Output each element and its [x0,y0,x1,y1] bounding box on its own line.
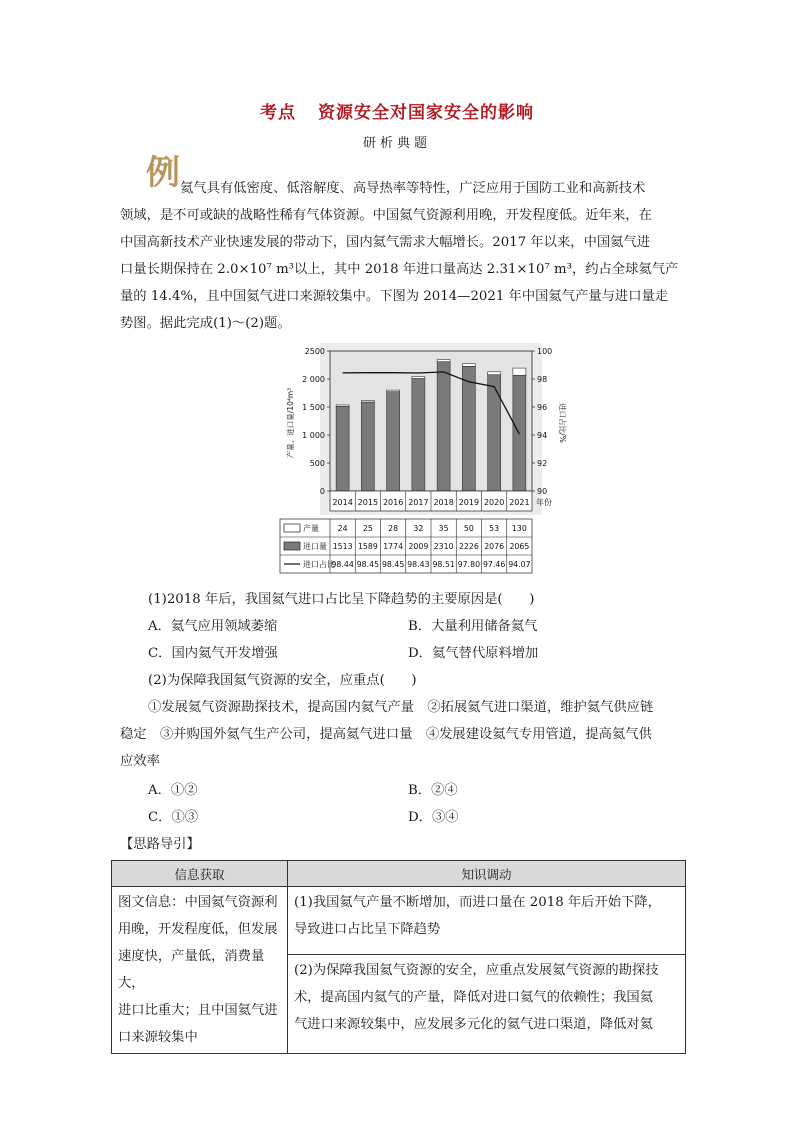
production-bar [513,368,526,375]
intro-line-5: 量的 14.4%，且中国氦气进口来源较集中。下图为 2014—2021 年中国氦气产量与进口量走 [120,289,669,304]
data-table-value: 1513 [332,542,353,551]
q2-line-3: 应效率 [120,754,160,769]
intro-line-6: 势图。据此完成(1)～(2)题。 [120,316,291,331]
data-table-value: 25 [362,524,373,533]
data-table-value: 35 [438,524,449,533]
x-tick-label: 2018 [433,498,454,507]
import-bar [462,366,475,491]
data-table-value: 94.07 [508,560,531,569]
guide-k2-line-3: 气进口来源较集中，应发展多元化的氦气进口渠道，降低对氦 [294,1016,654,1032]
intro-line-1: 氦气具有低密度、低溶解度、高导热率等特性，广泛应用于国防工业和高新技术 [180,181,646,196]
data-table-value: 28 [388,524,399,533]
data-table-value: 2310 [433,542,454,551]
production-bar [488,372,501,375]
x-tick-label: 2020 [483,498,505,507]
guide-k1-line-1: (1)我国氦气产量不断增加，而进口量在 2018 年后开始下降， [294,895,661,910]
q1-option-c: C．国内氦气开发增强 [148,646,278,661]
intro-line-4: 口量长期保持在 2.0×10⁷ m³以上，其中 2018 年进口量高达 2.31×10⁷ m³，约占全球氦气产 [120,262,679,277]
right-tick-label: 94 [537,431,548,440]
right-tick-label: 92 [537,459,548,468]
legend-label: 产量 [303,524,319,533]
data-table-value: 1589 [357,542,378,551]
production-bar [336,405,349,406]
x-tick-label: 2015 [357,498,379,507]
legend-import-swatch [284,542,300,550]
data-table-value: 2065 [509,542,530,551]
import-bar [412,378,425,491]
guide-k2-line-2: 术，提高国内氦气的产量，降低对进口氦气的依赖性；我国氦 [294,989,654,1005]
data-table-value: 32 [413,524,424,533]
header-info: 信息获取 [112,861,288,887]
x-tick-label: 2021 [509,498,530,507]
intro-line-2: 领域，是不可或缺的战略性稀有气体资源。中国氦气资源利用晚，开发程度低。近年来，在 [120,208,652,223]
intro-line-3: 中国高新技术产业快速发展的带动下，国内氦气需求大幅增长。2017 年以来，中国氦气进 [120,235,651,250]
data-table-value: 1774 [383,542,404,551]
legend-label: 进口量 [303,542,327,551]
q1-option-a: A．氦气应用领域萎缩 [148,619,278,634]
x-tick-label: 2014 [332,498,353,507]
production-bar [361,401,374,402]
q2-option-a: A．①② [148,783,198,798]
data-table-value: 2076 [484,542,505,551]
guide-k2-line-1: (2)为保障我国氦气资源的安全，应重点发展氦气资源的勘探技 [294,962,659,978]
legend-label: 进口占比 [303,560,335,569]
q2-option-c: C．①③ [148,810,199,825]
section-title-text: 资源安全对国家安全的影响 [318,103,534,123]
data-table-value: 98.44 [331,560,354,569]
data-table-value: 130 [511,524,527,533]
data-table-value: 98.51 [432,560,455,569]
data-table-value: 50 [463,524,474,533]
section-title [0,98,794,123]
data-table-value: 97.80 [457,560,481,569]
section-title-label: 考点 [260,103,296,123]
right-tick-label: 98 [537,375,548,384]
data-table-value: 98.45 [356,560,380,569]
right-tick-label: 90 [537,487,548,496]
guide-knowledge-1 [288,887,686,955]
q1-stem: (1)2018 年后，我国氦气进口占比呈下降趋势的主要原因是( ) [148,592,535,607]
import-bar [488,375,501,491]
x-axis-unit: 年份 [536,498,552,507]
q2-stem: (2)为保障我国氦气资源的安全，应重点( ) [148,673,417,688]
left-tick-label: 2500 [304,347,325,356]
data-table-value: 98.43 [407,560,430,569]
left-tick-label: 2 000 [302,375,325,384]
data-table-value: 98.45 [381,560,405,569]
guide-info-line-1: 图文信息：中国氦气资源利 [118,895,278,910]
import-bar [387,392,400,491]
q2-option-d: D．③④ [408,810,459,825]
guide-table-header [112,861,686,887]
helium-chart-svg [256,339,576,579]
guide-info-line-5: 口来源较集中 [118,1030,198,1045]
left-tick-label: 1 000 [302,431,325,440]
x-tick-label: 2019 [458,498,480,507]
guide-heading: 【思路导引】 [120,837,200,852]
guide-info-line-2: 用晚，开发程度低，但发展 [118,922,278,937]
right-tick-label: 96 [537,403,548,412]
section-subtitle: 研析典题 [362,136,431,151]
import-bar [336,406,349,491]
data-table-value: 97.46 [482,560,506,569]
q2-option-b: B．②④ [408,783,458,798]
header-knowledge: 知识调动 [288,861,686,887]
data-table-value: 2226 [458,542,479,551]
guide-knowledge-2 [288,954,686,1053]
data-table-value: 53 [489,524,500,533]
x-tick-label: 2016 [382,498,404,507]
right-tick-label: 100 [537,347,553,356]
left-tick-label: 500 [309,459,325,468]
data-table-value: 24 [337,524,348,533]
example-mark: 例 [146,153,180,193]
production-bar [462,364,475,367]
x-tick-label: 2017 [408,498,429,507]
q1-option-d: D．氦气替代原料增加 [408,646,539,661]
import-bar [437,362,450,491]
guide-info-line-4: 进口比重大；且中国氦气进 [118,1003,278,1018]
right-axis-label: 进口占比/% [558,403,567,443]
q2-line-1: ①发展氦气资源勘探技术，提高国内氦气产量 ②拓展氦气进口渠道，维护氦气供应链 [148,700,654,715]
production-bar [437,360,450,362]
guide-info-line-3: 速度快，产量低，消费量大， [118,949,265,991]
production-bar [412,377,425,379]
import-bar [361,402,374,491]
production-bar [387,390,400,392]
left-tick-label: 1 500 [302,403,325,412]
guide-row-1 [112,887,686,955]
left-tick-label: 0 [319,487,325,496]
guide-k1-line-2: 导致进口占比呈下降趋势 [294,922,441,937]
q1-option-b: B．大量利用储备氦气 [408,619,538,634]
q2-line-2: 稳定 ③并购国外氦气生产公司，提高氦气进口量 ④发展建设氦气专用管道，提高氦气供 [120,727,652,742]
left-axis-label: 产量、进口量/10⁴m³ [286,387,295,459]
legend-production-swatch [284,524,300,532]
data-table-value: 2009 [408,542,429,551]
guide-info-cell [112,887,288,1054]
guide-table [111,860,686,1054]
helium-chart [256,339,576,579]
